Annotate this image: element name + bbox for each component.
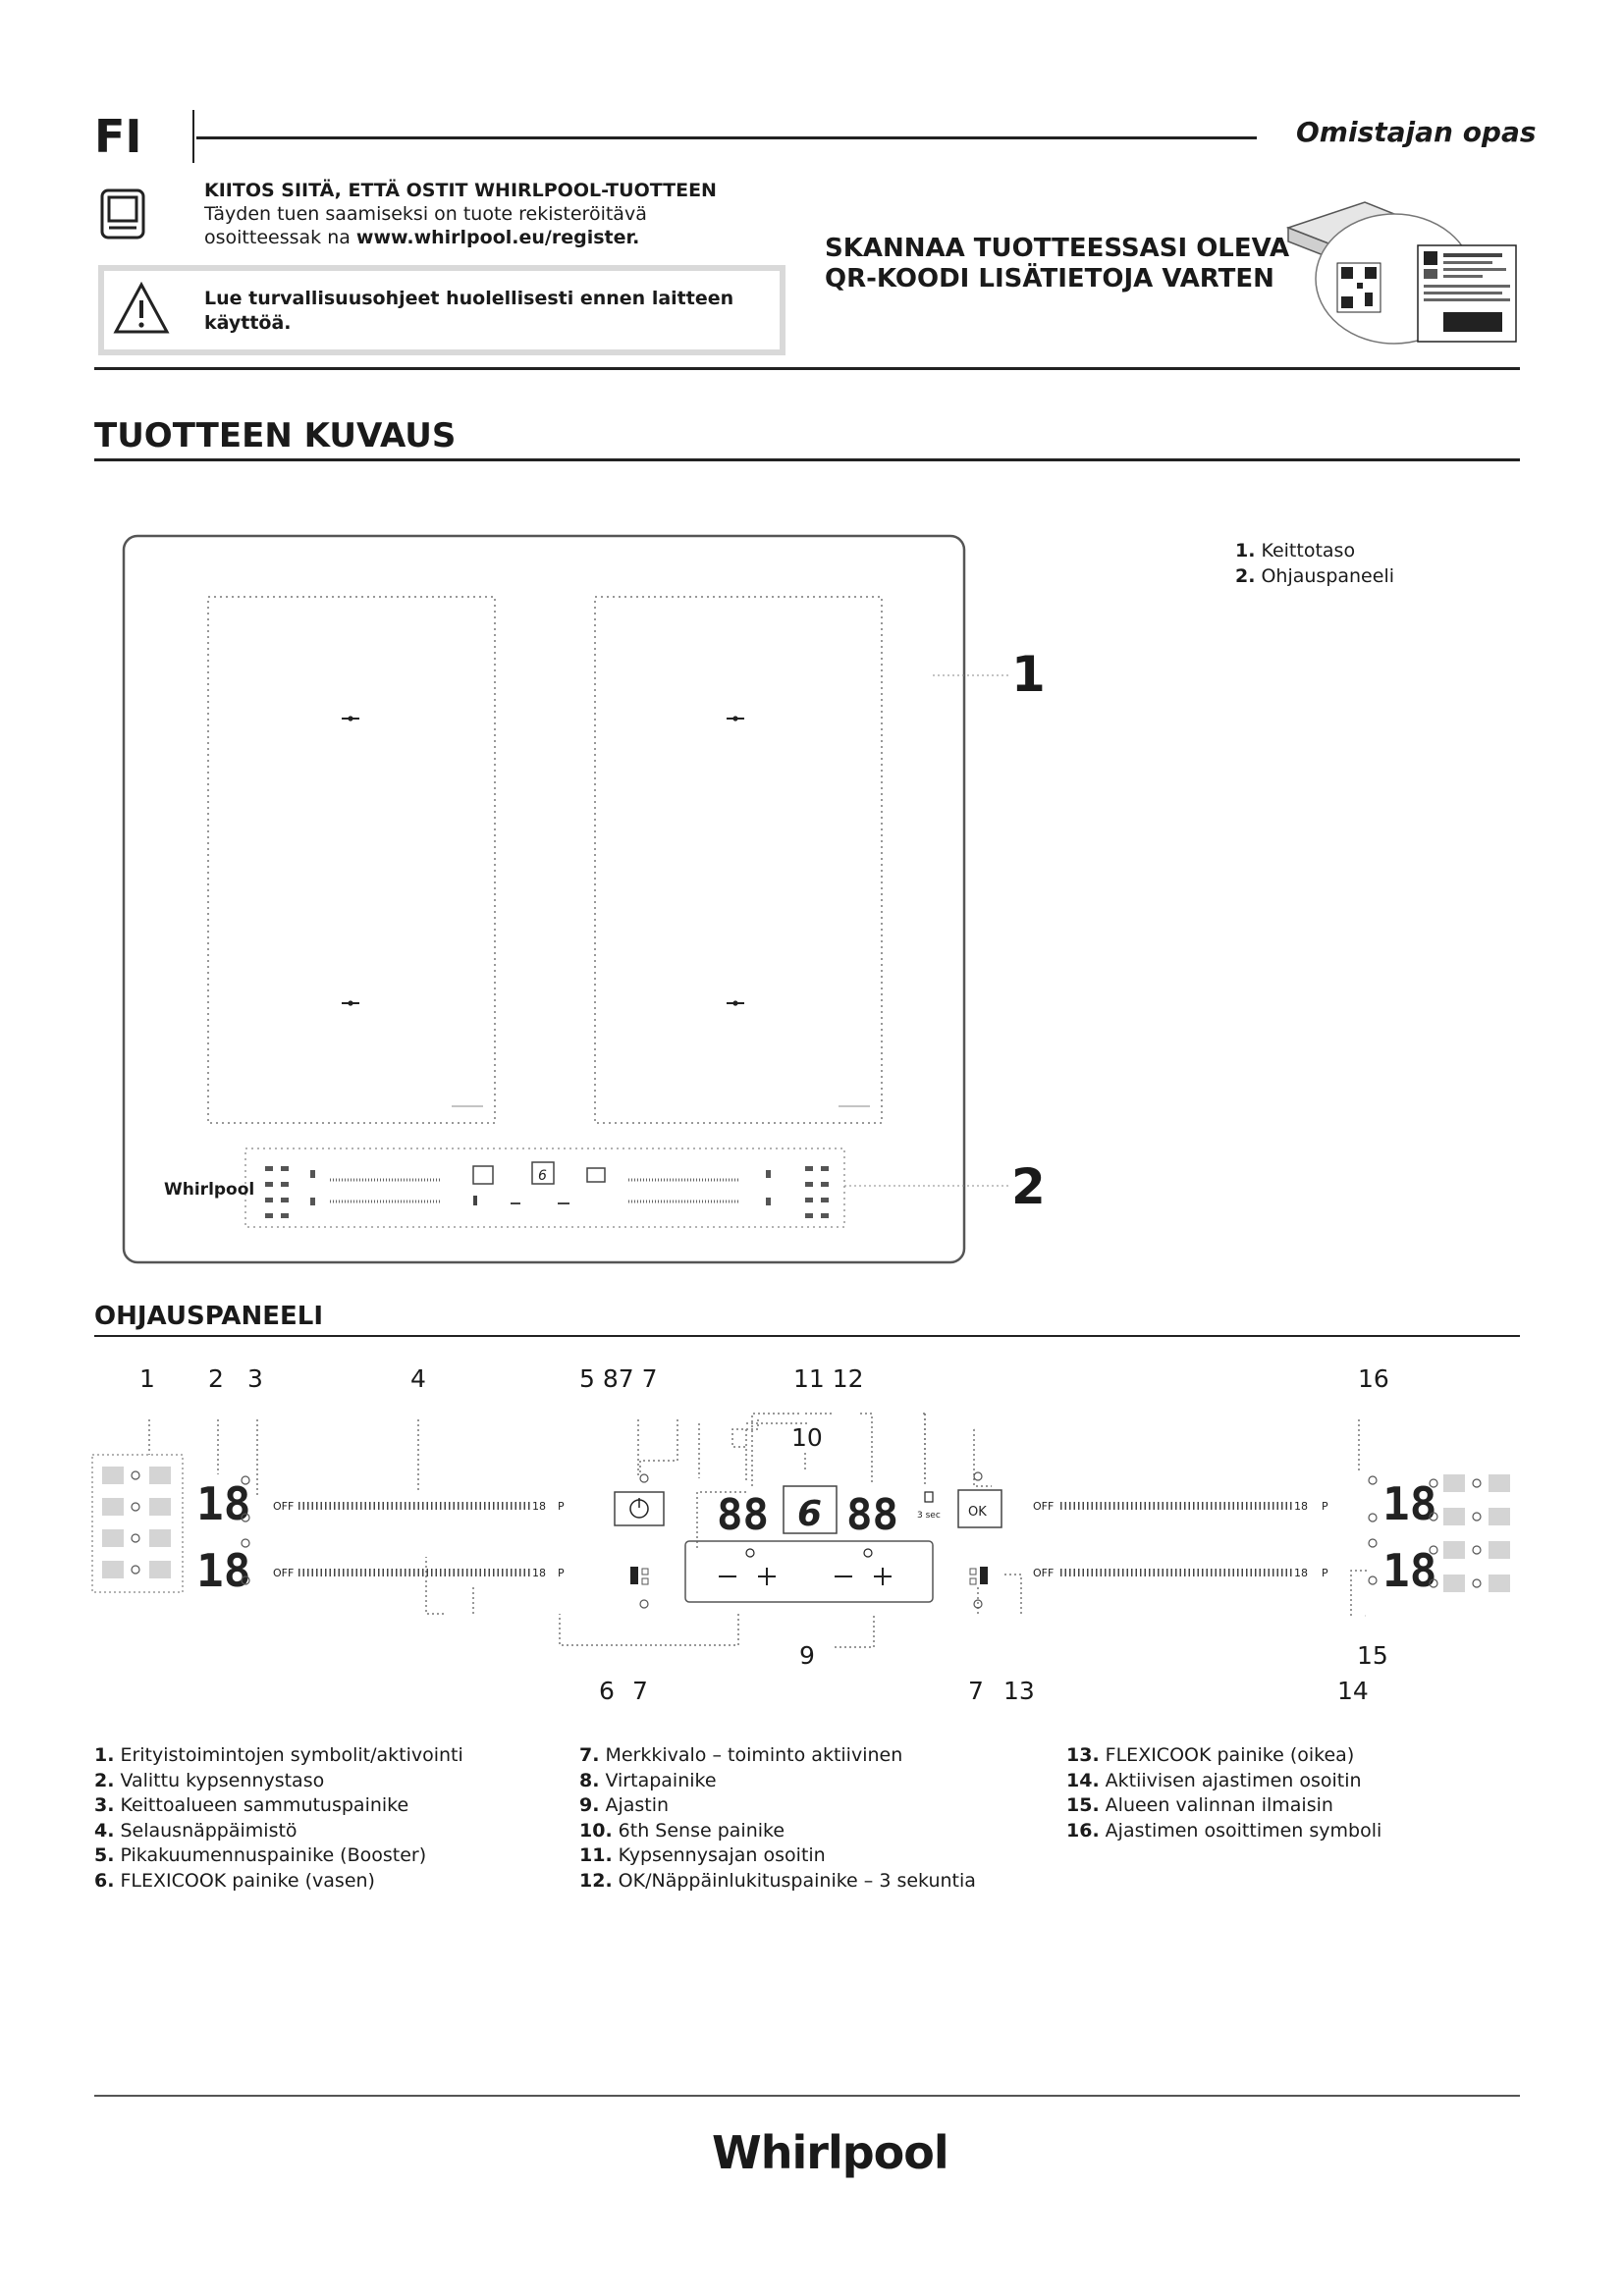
legend-row xyxy=(579,1819,1060,1844)
callout-top: 2 xyxy=(208,1364,224,1393)
callout-top: 11 12 xyxy=(793,1364,864,1393)
legend-label: Erityistoimintojen symbolit/aktivointi xyxy=(120,1744,463,1766)
time-display-right: 88 xyxy=(846,1490,898,1540)
header-rule xyxy=(196,136,1257,139)
header-divider xyxy=(192,110,194,163)
qr-scan-instruction xyxy=(825,234,1296,294)
warning-triangle-icon xyxy=(112,279,171,338)
callout-top: 1 xyxy=(139,1364,155,1393)
callout-top: 16 xyxy=(1358,1364,1389,1393)
svg-text:6: 6 xyxy=(538,1168,547,1184)
timer-controls xyxy=(685,1541,933,1602)
level-display-left-top: 18 xyxy=(196,1477,251,1530)
legend-row xyxy=(94,1769,575,1794)
legend-number: 16. xyxy=(1066,1819,1100,1842)
level-display-left-bottom: 18 xyxy=(196,1544,251,1597)
legend-number: 3. xyxy=(94,1794,115,1816)
level-display-right-bottom: 18 xyxy=(1382,1544,1437,1597)
legend-number: 1. xyxy=(1235,540,1256,561)
register-url[interactable]: www.whirlpool.eu/register. xyxy=(355,227,640,248)
legend-number: 2. xyxy=(1235,565,1256,587)
legend-number: 11. xyxy=(579,1844,613,1866)
slider-max-label: 18 xyxy=(1294,1567,1308,1579)
callout-bottom: 14 xyxy=(1337,1677,1369,1705)
callout-top: 10 xyxy=(791,1423,823,1452)
legend-number: 6. xyxy=(94,1869,115,1892)
legend-label: 6th Sense painike xyxy=(618,1819,785,1842)
legend-row xyxy=(1066,1819,1518,1844)
legend-row xyxy=(579,1769,1060,1794)
legend-number: 13. xyxy=(1066,1744,1100,1766)
control-panel-rule xyxy=(94,1335,1520,1337)
hob-outline xyxy=(124,536,964,1262)
legend-label: Keittoalueen sammutuspainike xyxy=(120,1794,409,1816)
slider-boost-label: P xyxy=(558,1500,565,1513)
hob-illustration xyxy=(118,530,1060,1276)
callout-top: 5 87 7 xyxy=(579,1364,658,1393)
product-description-title: TUOTTEEN KUVAUS xyxy=(94,416,457,455)
legend-label: Selausnäppäimistö xyxy=(120,1819,298,1842)
legend-row xyxy=(94,1869,575,1895)
thanks-line-2 xyxy=(204,226,774,249)
legend-label: Merkkivalo – toiminto aktiivinen xyxy=(605,1744,903,1766)
slider-off-label: OFF xyxy=(273,1567,295,1579)
power-button xyxy=(615,1492,664,1525)
legend-number: 1. xyxy=(94,1744,115,1766)
legend-row xyxy=(1066,1793,1518,1819)
legend-row xyxy=(579,1793,1060,1819)
legend-label: Ajastimen osoittimen symboli xyxy=(1105,1819,1382,1842)
legend-row xyxy=(1066,1743,1518,1769)
ok-button-label: OK xyxy=(968,1505,987,1520)
legend-row xyxy=(579,1843,1060,1869)
scan-line-1: SKANNAA TUOTTEESSASI OLEVA xyxy=(825,234,1290,263)
callout-bottom: 7 xyxy=(968,1677,984,1705)
legend-number: 4. xyxy=(94,1819,115,1842)
legend-number: 2. xyxy=(94,1769,115,1791)
legend-number: 15. xyxy=(1066,1794,1100,1816)
callout-bottom: 15 xyxy=(1357,1641,1388,1670)
callout-hob: 1 xyxy=(1011,646,1046,703)
section-rule-top xyxy=(94,367,1520,370)
panel-legend-col-1 xyxy=(94,1743,575,1894)
legend-number: 14. xyxy=(1066,1769,1100,1791)
legend-label: Keittotaso xyxy=(1261,540,1356,561)
legend-label: Kypsennysajan osoitin xyxy=(618,1844,826,1866)
callout-control-panel: 2 xyxy=(1011,1158,1046,1215)
slider-max-label: 18 xyxy=(532,1567,546,1579)
slider-max-label: 18 xyxy=(532,1500,546,1513)
slider-off-label: OFF xyxy=(273,1500,295,1513)
hob-brand-logo: Whirlpool xyxy=(164,1180,255,1200)
control-panel-diagram xyxy=(88,1394,1542,1688)
svg-text:6: 6 xyxy=(797,1494,823,1534)
scan-line-2: QR-KOODI LISÄTIETOJA VARTEN xyxy=(825,264,1274,294)
language-code: FI xyxy=(94,110,142,163)
legend-label: OK/Näppäinlukituspainike – 3 sekuntia xyxy=(618,1869,976,1892)
legend-row xyxy=(1066,1769,1518,1794)
legend-label: Alueen valinnan ilmaisin xyxy=(1105,1794,1333,1816)
slider-boost-label: P xyxy=(558,1567,565,1579)
thanks-line-1: Täyden tuen saamiseksi on tuote rekisteröitävä xyxy=(204,203,647,225)
legend-number: 5. xyxy=(94,1844,115,1866)
panel-legend-col-3 xyxy=(1066,1743,1518,1843)
legend-row xyxy=(94,1819,575,1844)
level-display-right-top: 18 xyxy=(1382,1477,1437,1530)
slider-max-label: 18 xyxy=(1294,1500,1308,1513)
slider-boost-label: P xyxy=(1322,1500,1328,1513)
legend-label: Virtapainike xyxy=(605,1769,717,1791)
registration-note xyxy=(204,179,774,249)
product-legend-row-2 xyxy=(1235,563,1394,589)
footer-rule xyxy=(94,2095,1520,2097)
slider-off-label: OFF xyxy=(1033,1567,1055,1579)
legend-row xyxy=(579,1743,1060,1769)
thanks-line-2-prefix: osoitteessak na xyxy=(204,227,356,248)
legend-row xyxy=(94,1743,575,1769)
legend-number: 7. xyxy=(579,1744,600,1766)
legend-label: Ohjauspaneeli xyxy=(1261,565,1394,587)
product-legend-row-1 xyxy=(1235,538,1394,563)
time-display-left: 88 xyxy=(717,1490,769,1540)
slider-off-label: OFF xyxy=(1033,1500,1055,1513)
legend-number: 8. xyxy=(579,1769,600,1791)
product-legend xyxy=(1235,538,1394,589)
legend-label: Pikakuumennuspainike (Booster) xyxy=(120,1844,427,1866)
callout-top: 3 xyxy=(247,1364,263,1393)
legend-number: 12. xyxy=(579,1869,613,1892)
lock-hint: 3 sec xyxy=(917,1511,941,1521)
callout-top: 4 xyxy=(410,1364,426,1393)
legend-number: 10. xyxy=(579,1819,613,1842)
legend-label: FLEXICOOK painike (oikea) xyxy=(1105,1744,1355,1766)
callout-bottom: 13 xyxy=(1003,1677,1035,1705)
callout-bottom: 7 xyxy=(632,1677,648,1705)
legend-number: 9. xyxy=(579,1794,600,1816)
whirlpool-logo: Whirlpool xyxy=(712,2126,948,2179)
safety-warning-text: Lue turvallisuusohjeet huolellisesti ennen laitteen käyttöä. xyxy=(204,288,734,334)
legend-row xyxy=(579,1869,1060,1895)
thanks-title: KIITOS SIITÄ, ETTÄ OSTIT WHIRLPOOL-TUOTTEEN xyxy=(204,180,717,201)
legend-label: FLEXICOOK painike (vasen) xyxy=(120,1869,375,1892)
legend-label: Ajastin xyxy=(605,1794,670,1816)
legend-row xyxy=(94,1793,575,1819)
callout-bottom: 6 xyxy=(599,1677,615,1705)
product-description-rule xyxy=(94,458,1520,461)
panel-legend-col-2 xyxy=(579,1743,1060,1894)
qr-label-illustration xyxy=(1286,198,1528,346)
legend-label: Aktiivisen ajastimen osoitin xyxy=(1105,1769,1362,1791)
monitor-icon xyxy=(100,188,145,240)
guide-title: Omistajan opas xyxy=(1296,116,1537,148)
legend-label: Valittu kypsennystaso xyxy=(120,1769,325,1791)
slider-boost-label: P xyxy=(1322,1567,1328,1579)
callout-bottom: 9 xyxy=(799,1641,815,1670)
legend-row xyxy=(94,1843,575,1869)
control-panel-title: OHJAUSPANEELI xyxy=(94,1302,324,1331)
